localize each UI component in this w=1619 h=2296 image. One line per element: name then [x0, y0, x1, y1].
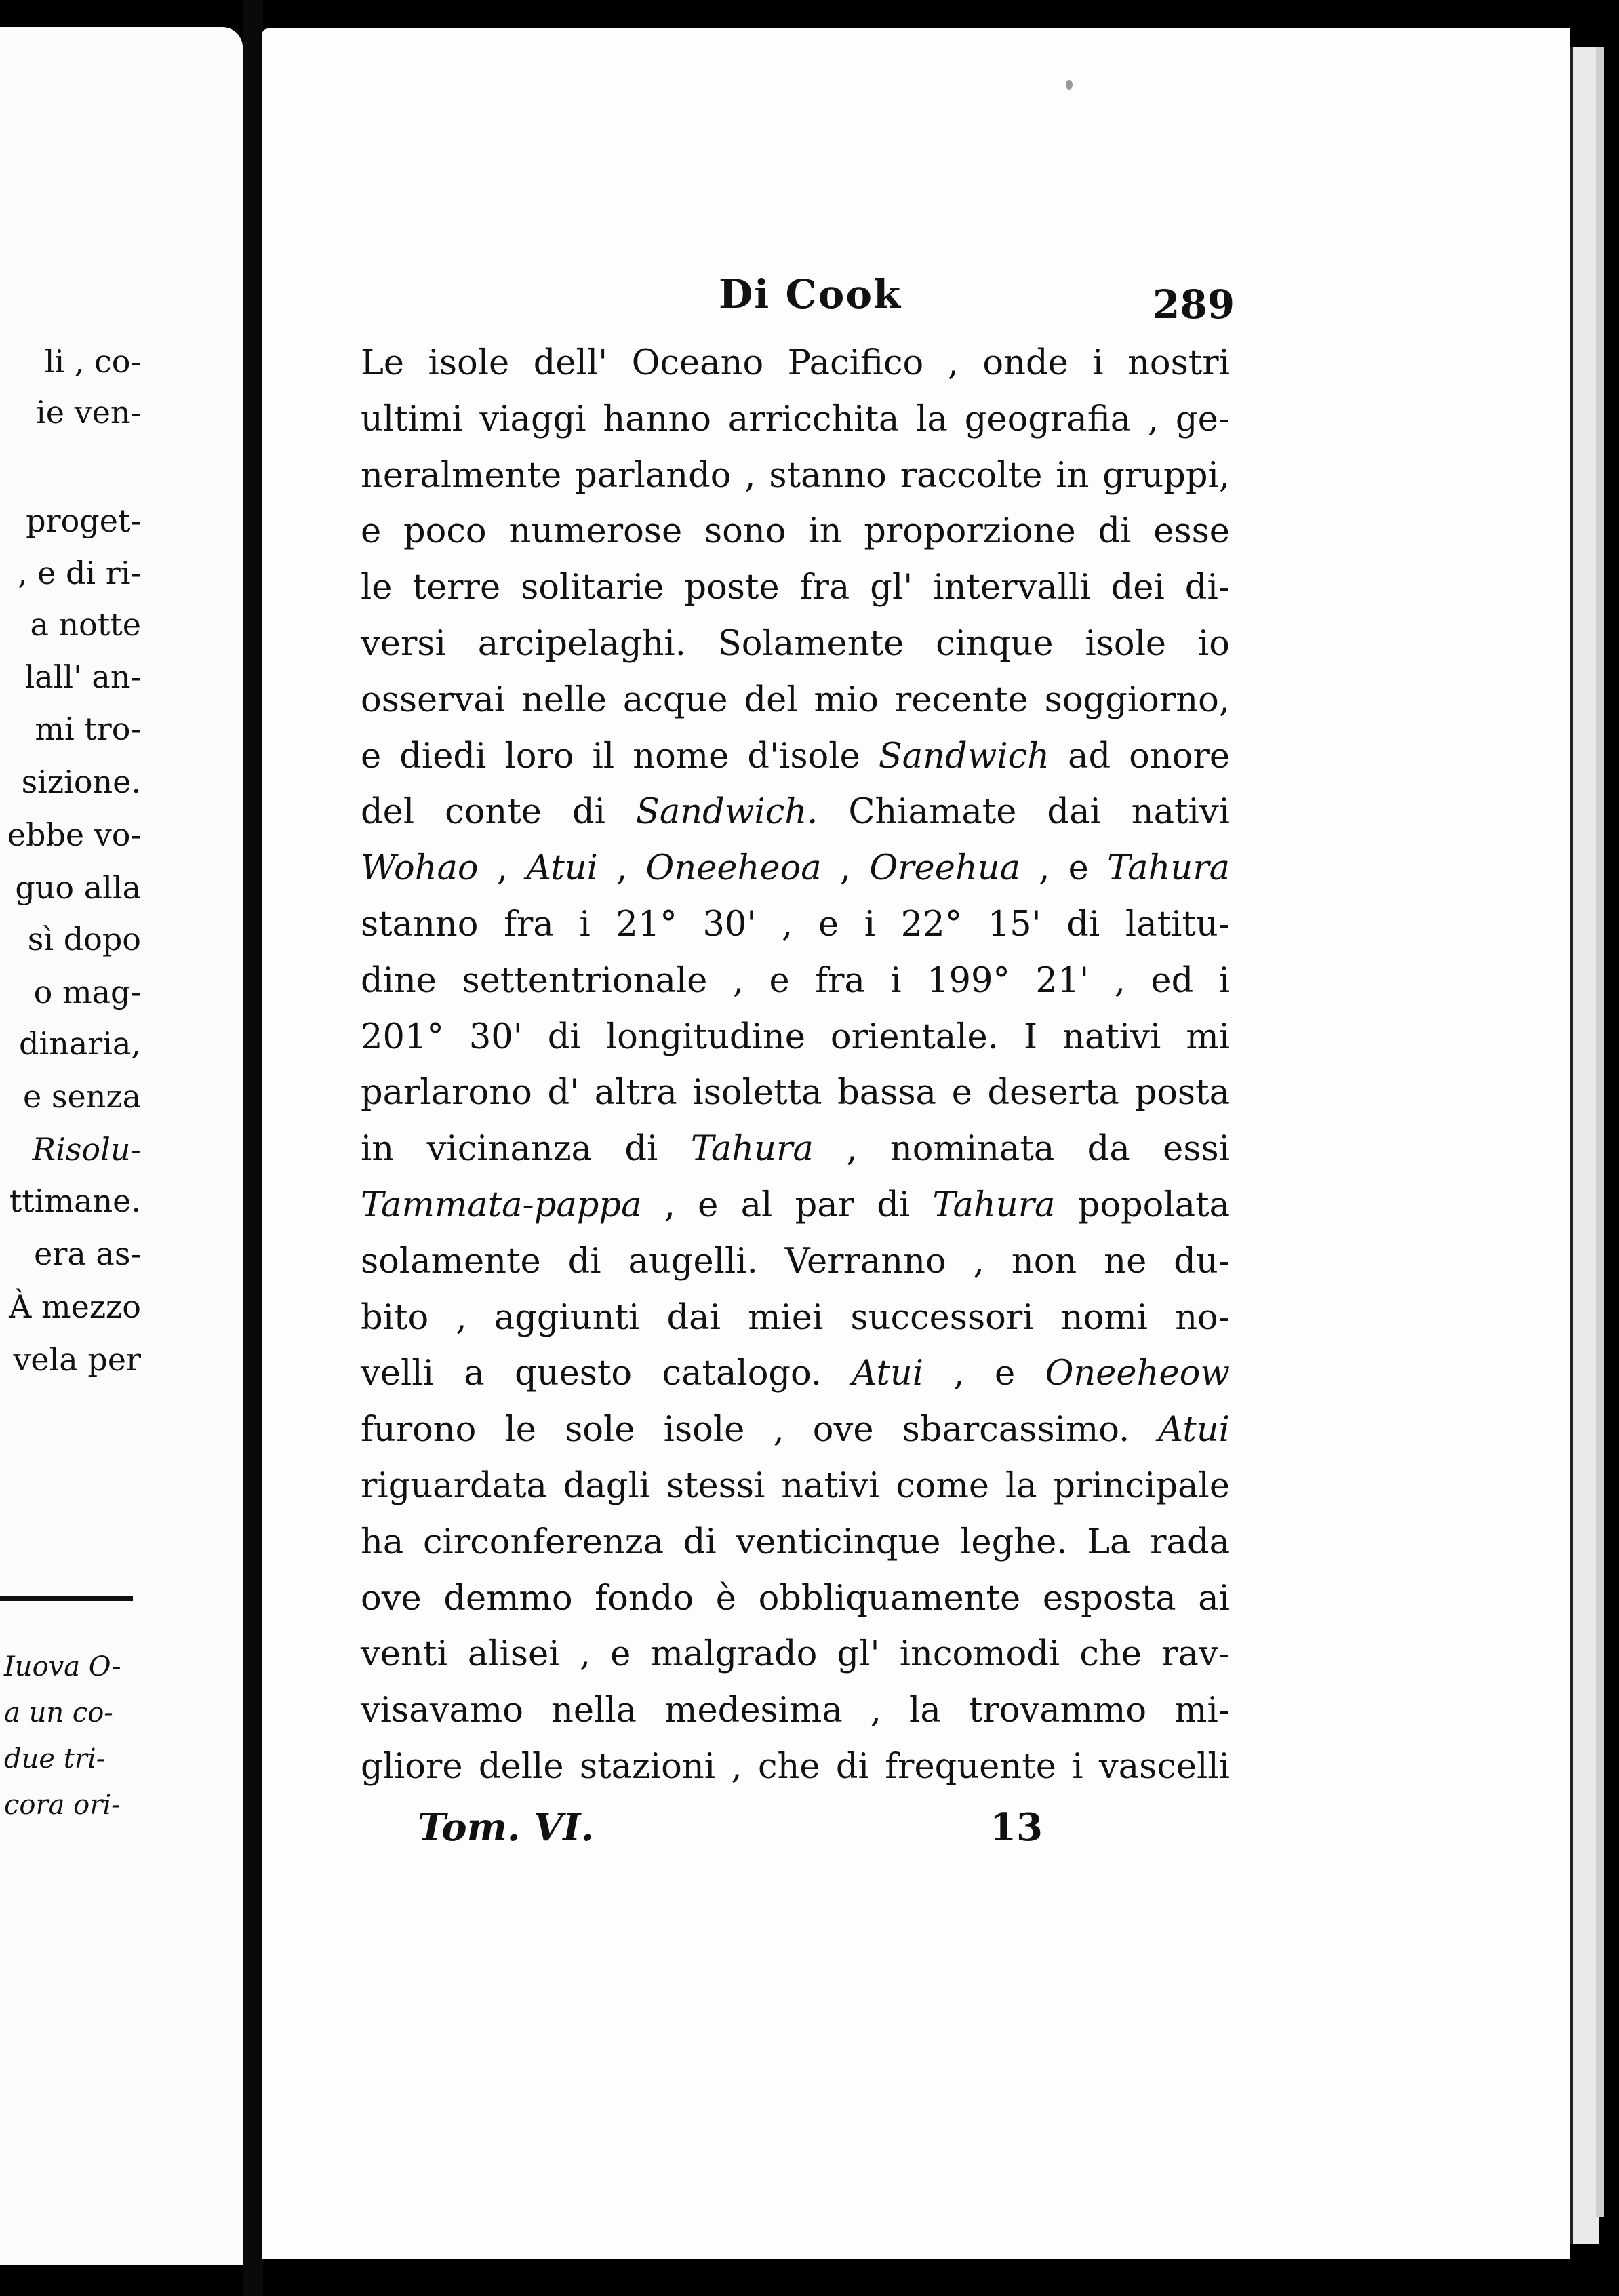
text-run: ultimi viaggi hanno arricchita la geografia , ge-: [361, 399, 1230, 439]
body-text: [361, 336, 1230, 1796]
text-run: , e: [923, 1353, 1045, 1394]
body-line: [361, 1178, 1230, 1234]
body-line: [361, 560, 1230, 616]
footnote-line: Iuova O-: [4, 1651, 121, 1682]
italic-term: Sandwich.: [635, 792, 818, 833]
volume-signature: Tom. VI.: [418, 1805, 594, 1850]
left-page-line: sì dopo: [27, 921, 141, 957]
footnote-line: cora ori-: [4, 1789, 121, 1821]
gathering-number: 13: [990, 1805, 1043, 1850]
footnote-divider: [0, 1596, 133, 1601]
left-page-line: guo alla: [15, 869, 141, 906]
text-run: visavamo nella medesima , la trovammo mi-: [361, 1690, 1230, 1731]
text-run: ,: [478, 848, 527, 889]
book-gutter: [243, 0, 263, 2296]
text-run: ove demmo fondo è obbliquamente esposta ai: [361, 1578, 1230, 1619]
left-page-line: o mag-: [33, 974, 141, 1010]
italic-term: Atui: [1158, 1410, 1230, 1450]
left-page-line: , e di ri-: [17, 555, 141, 591]
left-page-line: era as-: [34, 1235, 141, 1272]
italic-term: Atui: [852, 1353, 924, 1394]
italic-term: Tammata-pappa: [361, 1185, 642, 1225]
body-line: [361, 1234, 1230, 1290]
text-run: 201° 30' di longitudine orientale. I nativi mi: [361, 1016, 1230, 1057]
text-run: ,: [597, 848, 646, 889]
text-run: ha circonferenza di venticinque leghe. La rada: [361, 1522, 1230, 1562]
text-run: parlarono d' altra isoletta bassa e deserta posta: [361, 1073, 1230, 1113]
body-line: [361, 953, 1230, 1010]
italic-term: Tahura: [932, 1185, 1056, 1225]
text-run: , e: [1020, 848, 1108, 889]
text-run: in vicinanza di: [361, 1129, 691, 1170]
footnote-line: a un co-: [4, 1697, 113, 1728]
text-run: bito , aggiunti dai miei successori nomi no-: [361, 1297, 1230, 1338]
text-run: Le isole dell' Oceano Pacifico , onde i nostri: [361, 343, 1230, 383]
text-run: venti alisei , e malgrado gl' incomodi che rav-: [361, 1634, 1230, 1675]
body-line: [361, 1122, 1230, 1178]
text-run: e poco numerose sono in proporzione di esse: [361, 511, 1230, 552]
body-line: [361, 897, 1230, 953]
text-run: versi arcipelaghi. Solamente cinque isole io: [361, 623, 1230, 664]
text-run: dine settentrionale , e fra i 199° 21' , ed i: [361, 960, 1230, 1001]
text-run: Chiamate dai nativi: [818, 792, 1230, 833]
text-run: e diedi loro il nome d'isole: [361, 736, 879, 776]
italic-term: Oreehua: [869, 848, 1021, 889]
text-run: le terre solitarie poste fra gl' intervalli dei di-: [361, 568, 1230, 608]
italic-term: Sandwich: [878, 736, 1050, 776]
body-line: [361, 1515, 1230, 1571]
body-line: [361, 729, 1230, 785]
text-run: velli a questo catalogo.: [361, 1353, 852, 1394]
body-line: [361, 1683, 1230, 1739]
body-line: [361, 1402, 1230, 1459]
italic-term: Oneeheoa: [645, 848, 822, 889]
left-page-line: proget-: [26, 502, 141, 539]
body-line: [361, 1571, 1230, 1627]
left-page-line: ie ven-: [36, 394, 141, 431]
left-page-line: mi tro-: [35, 711, 141, 747]
body-line: [361, 392, 1230, 448]
page-number: 289: [1153, 281, 1235, 328]
footnote-line: due tri-: [4, 1743, 106, 1775]
left-page-line: a notte: [30, 606, 141, 643]
body-line: [361, 1290, 1230, 1347]
text-run: gliore delle stazioni , che di frequente i vascelli: [361, 1746, 1230, 1787]
body-line: [361, 673, 1230, 729]
italic-term: Wohao: [361, 848, 479, 889]
text-run: del conte di: [361, 792, 636, 833]
left-page-line: li , co-: [44, 343, 141, 380]
running-head: Di Cook: [719, 271, 902, 317]
left-page-line: ebbe vo-: [7, 816, 141, 853]
left-page-line: sizione.: [21, 764, 141, 800]
body-line: [361, 1627, 1230, 1683]
text-run: , e al par di: [641, 1185, 933, 1225]
left-page-line: À mezzo: [9, 1288, 141, 1325]
body-line: [361, 1739, 1230, 1796]
text-run: ,: [821, 848, 870, 889]
text-run: osservai nelle acque del mio recente soggiorno,: [361, 679, 1230, 720]
text-run: furono le sole isole , ove sbarcassimo.: [361, 1410, 1159, 1450]
body-line: [361, 1346, 1230, 1402]
text-run: neralmente parlando , stanno raccolte in gruppi,: [361, 455, 1230, 496]
left-facing-page: [0, 27, 243, 2265]
left-page-line: ttimane.: [9, 1183, 141, 1219]
text-run: popolata: [1055, 1185, 1230, 1225]
body-line: [361, 448, 1230, 504]
body-line: [361, 1010, 1230, 1066]
body-line: [361, 841, 1230, 897]
body-line: [361, 1065, 1230, 1122]
page-edge-shadow: [1596, 47, 1604, 2217]
body-line: [361, 504, 1230, 560]
body-line: [361, 616, 1230, 673]
italic-term: Tahura: [1107, 848, 1231, 889]
text-run: riguardata dagli stessi nativi come la principale: [361, 1465, 1230, 1506]
body-line: [361, 785, 1230, 841]
left-page-line: lall' an-: [24, 658, 141, 695]
text-run: ad onore: [1050, 736, 1230, 776]
left-page-line: e senza: [23, 1078, 141, 1115]
left-page-line: dinaria,: [19, 1025, 141, 1062]
body-line: [361, 336, 1230, 392]
page-edge: [1570, 47, 1599, 2244]
italic-term: Tahura: [690, 1129, 814, 1170]
italic-term: Atui: [526, 848, 598, 889]
text-run: stanno fra i 21° 30' , e i 22° 15' di latitu-: [361, 904, 1230, 945]
text-run: , nominata da essi: [813, 1129, 1230, 1170]
paper-speck: [1066, 80, 1073, 90]
left-page-line: vela per: [13, 1341, 141, 1378]
left-page-line: Risolu-: [32, 1131, 141, 1168]
body-line: [361, 1459, 1230, 1515]
text-run: solamente di augelli. Verranno , non ne du-: [361, 1241, 1230, 1282]
italic-term: Oneeheow: [1045, 1353, 1230, 1394]
